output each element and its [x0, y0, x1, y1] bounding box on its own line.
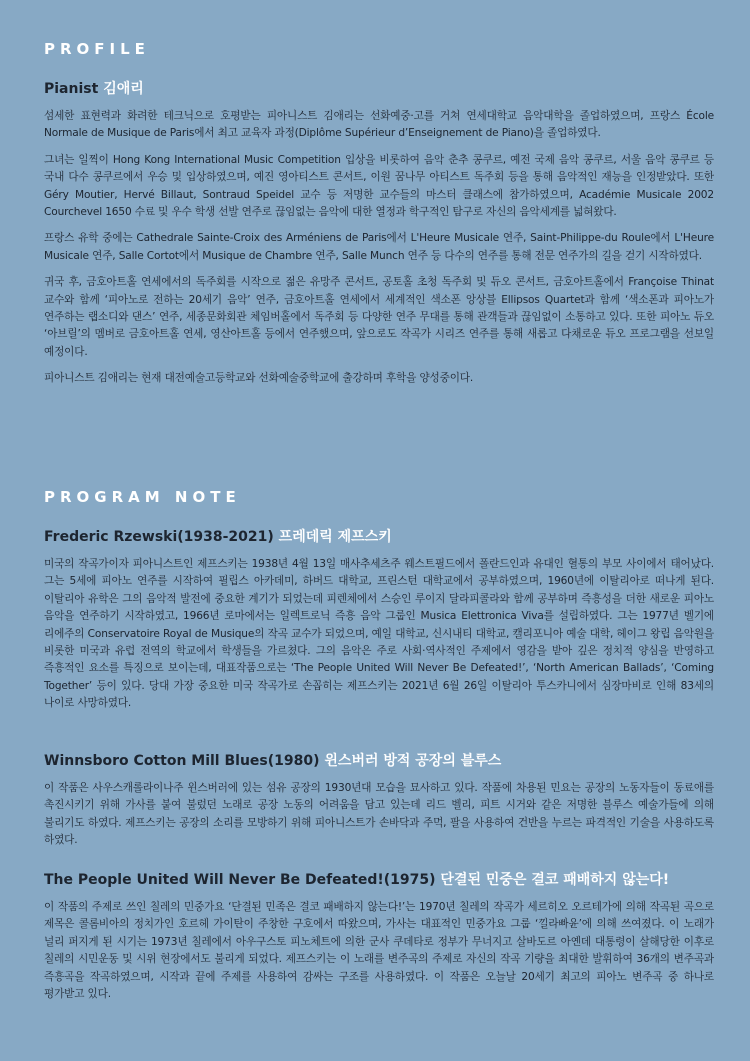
profile-heading-role: Pianist [44, 81, 99, 97]
profile-paragraph-2: 그녀는 일찍이 Hong Kong International Music Competition 입상을 비롯하여 음악 춘추 콩쿠르, 예전 국제 음악 콩쿠르, 서울 음악 콩쿠르 등 국내 다수 콩쿠르에서 우승 및 입상하였으며, 예진 영아티스트 콘서트, 이원 꿈나무 아티스트 독주회 등을 통해 음악적인 재능을 인정받았다. 또한 Géry Moutier, Hervé Billaut, Sontraud Speidel 교수 등 저명한 교수들의 마스터 클래스에 참가하였으며, Académie Musicale 2002 Courchevel 1650 수료 및 우수 학생 선발 연주로 끊임없는 음악에 대한 열정과 학구적인 탐구로 자신의 음악세계를 넓혀왔다. [44, 153, 714, 219]
program-work2-block [44, 869, 714, 1012]
work2-heading-accent: 단결된 민중은 결코 패배하지 않는다! [440, 872, 670, 888]
work1-paragraph: 이 작품은 사우스캐롤라이나주 윈스버러에 있는 섬유 공장의 1930년대 모습을 묘사하고 있다. 작품에 차용된 민요는 공장의 노동자들이 동료애를 촉진시키기 위해 가사를 붙여 불렀던 노래로 공장 노동의 어려움을 담고 있는데 리드 벨리, 피트 시거와 같은 저명한 블루스 예술가들에 의해 불리기도 하였다. 제프스키는 공장의 소리를 모방하기 위해 피아니스트가 손바닥과 주먹, 팔을 사용하여 건반을 누르는 파격적인 기술을 사용하도록 하였다. [44, 782, 714, 847]
program-composer-block [44, 526, 714, 722]
profile-heading [44, 78, 714, 98]
composer-heading [44, 526, 714, 546]
profile-paragraph-3: 프랑스 유학 중에는 Cathedrale Sainte-Croix des Arméniens de Paris에서 L'Heure Musicale 연주, Saint-Philippe-du Roule에서 L'Heure Musicale 연주, Salle Cortot에서 Musique de Chambre 연주, Salle Munch 연주 등 다수의 연주를 통해 전문 연주가의 길을 걷기 시작하였다. [44, 232, 714, 262]
work2-heading-main: The People United Will Never Be Defeated!(1975) [44, 872, 436, 888]
profile-heading-name: 김애리 [103, 81, 144, 97]
profile-block [44, 78, 714, 397]
composer-heading-main: Frederic Rzewski(1938-2021) [44, 529, 274, 545]
work2-heading [44, 869, 714, 889]
work1-heading [44, 750, 714, 770]
work1-heading-main: Winnsboro Cotton Mill Blues(1980) [44, 753, 320, 769]
composer-paragraph: 미국의 작곡가이자 피아니스트인 제프스키는 1938년 4월 13일 매사추세츠주 웨스트필드에서 폴란드인과 유대인 혈통의 부모 사이에서 태어났다. 그는 5세에 피아노 연주를 시작하여 필립스 아카데미, 하버드 대학교, 프린스턴 대학교에서 공부하였으며, 1960년에 이탈리아로 떠나게 된다. 이탈리아 유학은 그의 음악적 발전에 중요한 계기가 되었는데 피렌체에서 스승인 루이지 달라피콜라와 함께 공부하며 즉흥성을 더한 새로운 피아노 음악을 연주하기 시작하였고, 1966년 로마에서는 일렉트로닉 즉흥 음악 그룹인 Musica Elettronica Viva를 설립하였다. 그는 1977년 벨기에 리에주의 Conservatoire Royal de Musique의 작곡 교수가 되었으며, 예일 대학교, 신시내티 대학교, 캘리포니아 예술 대학, 헤이그 왕립 음악원을 비롯한 미국과 유럽 전역의 학교에서 학생들을 가르쳤다. 그의 음악은 주로 사회·역사적인 주제에서 영감을 받아 깊은 정치적 양심을 반영하고 즉흥적인 요소를 특징으로 보이는데, 대표작품으로는 ‘The People United Will Never Be Defeated!’, ‘North American Ballads’, ‘Coming Together’ 등이 있다. 당대 가장 중요한 미국 작곡가로 손꼽히는 제프스키는 2021년 6월 26일 이탈리아 투스카니에서 심장마비로 인해 83세의 나이로 사망하였다. [44, 558, 714, 710]
profile-paragraph-5: 피아니스트 김애리는 현재 대전예술고등학교와 선화예술중학교에 출강하며 후학을 양성중이다. [44, 372, 474, 385]
program-work1-block [44, 750, 714, 859]
profile-section-title: PROFILE [44, 40, 150, 58]
profile-paragraph-4: 귀국 후, 금호아트홀 연세에서의 독주회를 시작으로 젊은 유망주 콘서트, 공토홀 초청 독주회 및 듀오 콘서트, 금호아트홀에서 Françoise Thinat 교수와 함께 ‘피아노로 전하는 20세기 음악’ 연주, 금호아트홀 연세에서 세계적인 색소폰 앙상블 Ellipsos Quartet과 함께 ‘색소폰과 피아노가 연주하는 랩소디와 댄스’ 연주, 세종문화회관 체임버홀에서 독주회 등 다양한 연주 무대를 통해 관객들과 끊임없이 소통하고 있다. 또한 피아노 듀오 ‘아브릴’의 멤버로 금호아트홀 연세, 영산아트홀 등에서 연주했으며, 앞으로도 작곡가 시리즈 연주를 통해 새롭고 다채로운 듀오 프로그램을 선보일 예정이다. [44, 276, 714, 358]
composer-heading-accent: 프레데릭 제프스키 [278, 529, 392, 545]
work2-paragraph: 이 작품의 주제로 쓰인 칠레의 민중가요 ‘단결된 민족은 결코 패배하지 않는다!’는 1970년 칠레의 작곡가 세르히오 오르테가에 의해 작곡된 곡으로 제목은 콜롬비아의 정치가인 호르헤 가이탄이 주창한 구호에서 따왔으며, 가사는 대표적인 민중가요 그룹 ‘낄라빠윤’에 의해 쓰여졌다. 이 노래가 널리 퍼지게 된 시기는 1973년 칠레에서 아우구스토 피노체트에 의한 군사 쿠데타로 정부가 무너지고 살바도르 아옌데 대통령이 살해당한 이후로 칠레의 시민운동 및 시위 현장에서도 불리게 되었다. 제프스키는 이 노래를 변주곡의 주제로 자신의 작곡 기량을 최대한 발휘하여 36개의 변주곡과 즉흥곡을 작곡하였으며, 시작과 끝에 주제를 사용하여 감싸는 구조를 사용하였다. 이 작품은 오늘날 20세기 최고의 피아노 변주곡 중 하나로 평가받고 있다. [44, 901, 714, 1001]
program-section-title: PROGRAM NOTE [44, 488, 241, 506]
profile-paragraph-1: 섬세한 표현력과 화려한 테크닉으로 호평받는 피아니스트 김애리는 선화예중·고를 거쳐 연세대학교 음악대학을 졸업하였으며, 프랑스 École Normale de Musique de Paris에서 최고 교육자 과정(Diplôme Supérieur d’Enseignement de Piano)을 졸업하였다. [44, 110, 714, 140]
work1-heading-accent: 윈스버러 방적 공장의 블루스 [324, 753, 502, 769]
